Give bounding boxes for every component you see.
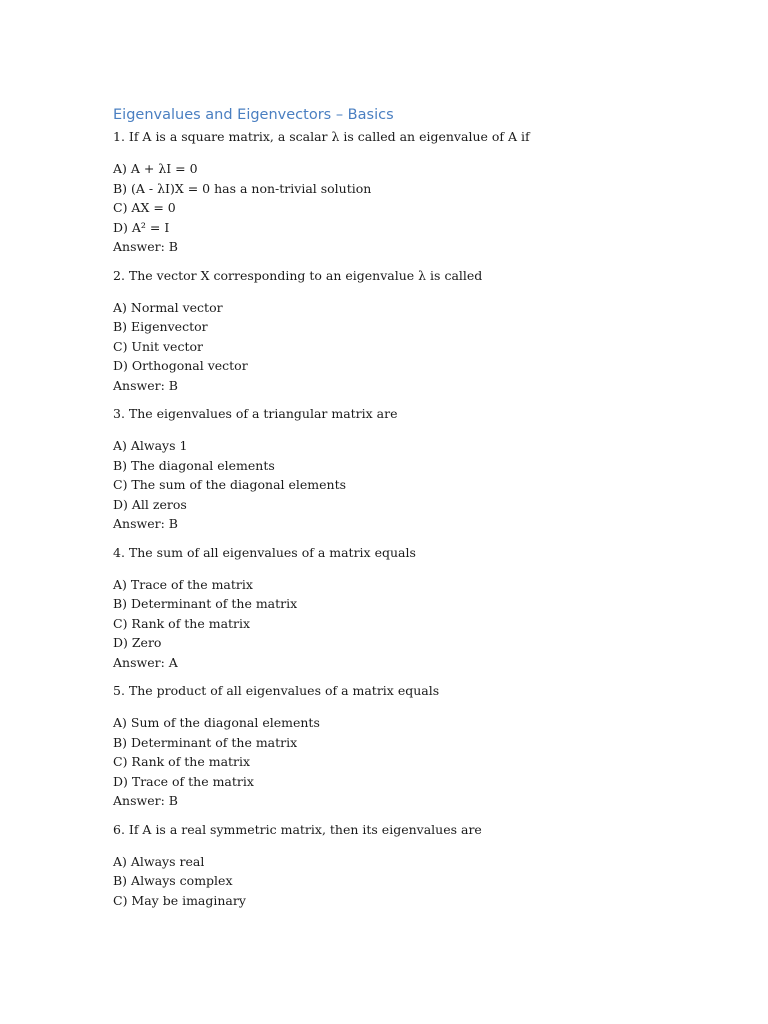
answer-line: Answer: B <box>113 239 178 254</box>
answer-line: Answer: A <box>113 654 178 670</box>
question-4 <box>113 543 673 673</box>
option-a: A) Always real <box>113 853 205 869</box>
question-text: 5. The product of all eigenvalues of a matrix equals <box>113 683 440 698</box>
option-d: D) Zero <box>113 635 162 650</box>
question-5 <box>113 681 673 811</box>
option-b: B) Eigenvector <box>113 319 208 334</box>
option-b: B) The diagonal elements <box>113 457 275 473</box>
option-b: B) Determinant of the matrix <box>113 734 298 750</box>
option-d: D) Orthogonal vector <box>113 358 248 373</box>
option-d: D) All zeros <box>113 496 187 512</box>
question-text: 2. The vector X corresponding to an eigenvalue λ is called <box>113 267 483 283</box>
document-content <box>113 104 673 910</box>
option-c: C) Rank of the matrix <box>113 754 251 769</box>
option-b: B) Always complex <box>113 873 233 888</box>
option-a: A) Trace of the matrix <box>113 576 253 592</box>
option-c: C) Unit vector <box>113 338 203 354</box>
option-c: C) May be imaginary <box>113 892 246 908</box>
option-a: A) Sum of the diagonal elements <box>113 715 320 730</box>
question-text: 3. The eigenvalues of a triangular matrix are <box>113 406 398 421</box>
answer-line: Answer: B <box>113 377 178 393</box>
document-heading: Eigenvalues and Eigenvectors – Basics <box>113 107 394 123</box>
option-a: A) Normal vector <box>113 299 223 315</box>
option-a: A) Always 1 <box>113 438 188 453</box>
option-d: D) Trace of the matrix <box>113 773 254 789</box>
question-text: 6. If A is a real symmetric matrix, then its eigenvalues are <box>113 821 482 837</box>
question-text: 4. The sum of all eigenvalues of a matrix equals <box>113 544 416 560</box>
answer-line: Answer: B <box>113 793 178 808</box>
option-c: C) AX = 0 <box>113 200 176 215</box>
question-1 <box>113 127 673 257</box>
answer-line: Answer: B <box>113 516 178 531</box>
question-2 <box>113 266 673 396</box>
option-b: B) (A - λI)X = 0 has a non-trivial solution <box>113 180 372 196</box>
option-b: B) Determinant of the matrix <box>113 596 298 611</box>
option-a: A) A + λI = 0 <box>113 161 198 176</box>
question-text: 1. If A is a square matrix, a scalar λ is called an eigenvalue of A if <box>113 129 530 144</box>
option-c: C) Rank of the matrix <box>113 615 251 631</box>
question-6 <box>113 820 673 911</box>
option-c: C) The sum of the diagonal elements <box>113 477 347 492</box>
question-3 <box>113 404 673 534</box>
option-d: D) A² = I <box>113 219 170 235</box>
